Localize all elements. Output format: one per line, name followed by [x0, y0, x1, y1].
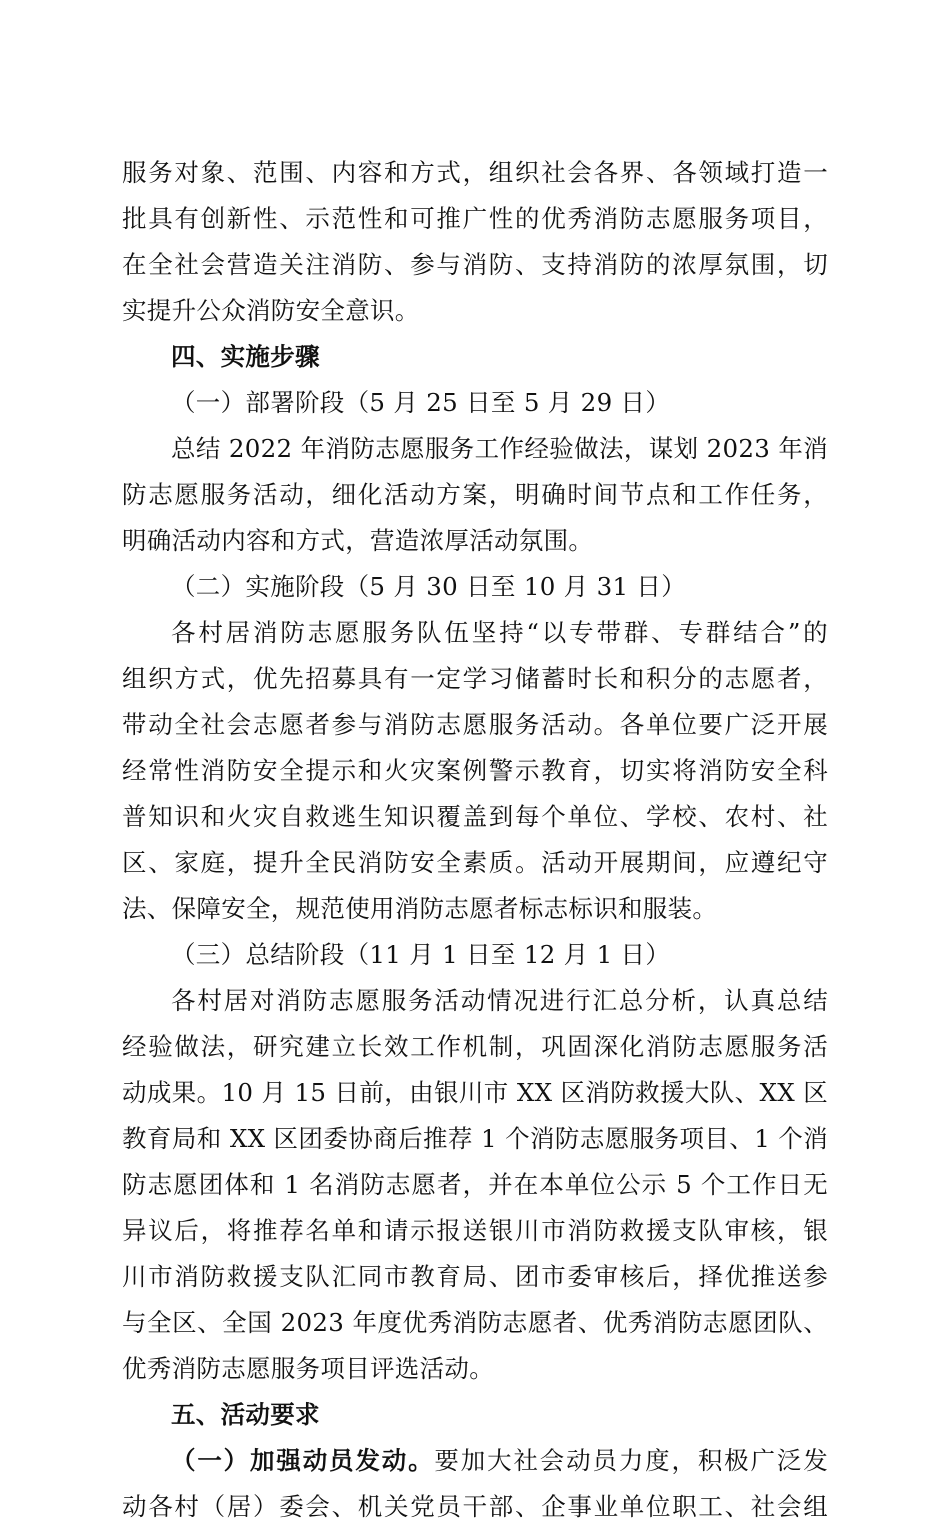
text-line: 经验做法，研究建立长效工作机制，巩固深化消防志愿服务活 — [122, 1032, 828, 1061]
text-line: 各村居消防志愿服务队伍坚持“以专带群、专群结合”的 — [171, 618, 828, 647]
text-line: 动各村（居）委会、机关党员干部、企事业单位职工、社会组 — [122, 1492, 828, 1521]
text-line: 动成果。10 月 15 日前，由银川市 XX 区消防救援大队、XX 区 — [122, 1078, 828, 1107]
section-heading-implementation-steps: 四、实施步骤 — [171, 342, 320, 371]
intro-paragraph — [122, 150, 828, 334]
text-line: 服务对象、范围、内容和方式，组织社会各界、各领域打造一 — [122, 158, 828, 187]
text-line: 实提升公众消防安全意识。 — [122, 296, 420, 325]
text-line: 优秀消防志愿服务项目评选活动。 — [122, 1354, 494, 1383]
text-line: 防志愿服务活动，细化活动方案，明确时间节点和工作任务， — [122, 480, 828, 509]
text-line: 法、保障安全，规范使用消防志愿者标志标识和服装。 — [122, 894, 718, 923]
text-line: 防志愿团体和 1 名消防志愿者，并在本单位公示 5 个工作日无 — [122, 1170, 828, 1199]
text-line: 区、家庭，提升全民消防安全素质。活动开展期间，应遵纪守 — [122, 848, 828, 877]
subheading-implementation-stage: （二）实施阶段（5 月 30 日至 10 月 31 日） — [171, 572, 687, 601]
subheading-summary-stage: （三）总结阶段（11 月 1 日至 12 月 1 日） — [171, 940, 671, 969]
text-line: 教育局和 XX 区团委协商后推荐 1 个消防志愿服务项目、1 个消 — [122, 1124, 828, 1153]
text-line: 明确活动内容和方式，营造浓厚活动氛围。 — [122, 526, 594, 555]
bold-lead-mobilization: （一）加强动员发动。 — [171, 1446, 435, 1475]
text-line: 各村居对消防志愿服务活动情况进行汇总分析，认真总结 — [171, 986, 828, 1015]
text-run: 要加大社会动员力度，积极广泛发 — [434, 1446, 828, 1475]
text-line: 总结 2022 年消防志愿服务工作经验做法，谋划 2023 年消 — [171, 434, 828, 463]
paragraph-implementation-stage — [122, 610, 828, 932]
text-line: 带动全社会志愿者参与消防志愿服务活动。各单位要广泛开展 — [122, 710, 828, 739]
text-line: 川市消防救援支队汇同市教育局、团市委审核后，择优推送参 — [122, 1262, 828, 1291]
section-heading-activity-requirements: 五、活动要求 — [171, 1400, 320, 1429]
text-line: 与全区、全国 2023 年度优秀消防志愿者、优秀消防志愿团队、 — [122, 1308, 828, 1337]
paragraph-deployment-stage — [122, 426, 828, 564]
subheading-deployment-stage: （一）部署阶段（5 月 25 日至 5 月 29 日） — [171, 388, 671, 417]
text-line: 在全社会营造关注消防、参与消防、支持消防的浓厚氛围，切 — [122, 250, 828, 279]
text-line: 异议后，将推荐名单和请示报送银川市消防救援支队审核，银 — [122, 1216, 828, 1245]
text-line: 经常性消防安全提示和火灾案例警示教育，切实将消防安全科 — [122, 756, 828, 785]
paragraph-mobilization — [122, 1438, 828, 1530]
text-line: 批具有创新性、示范性和可推广性的优秀消防志愿服务项目， — [122, 204, 828, 233]
text-line: 组织方式，优先招募具有一定学习储蓄时长和积分的志愿者， — [122, 664, 828, 693]
text-line — [122, 1438, 828, 1484]
text-line: 普知识和火灾自救逃生知识覆盖到每个单位、学校、农村、社 — [122, 802, 828, 831]
document-page — [122, 150, 828, 1530]
paragraph-summary-stage — [122, 978, 828, 1392]
